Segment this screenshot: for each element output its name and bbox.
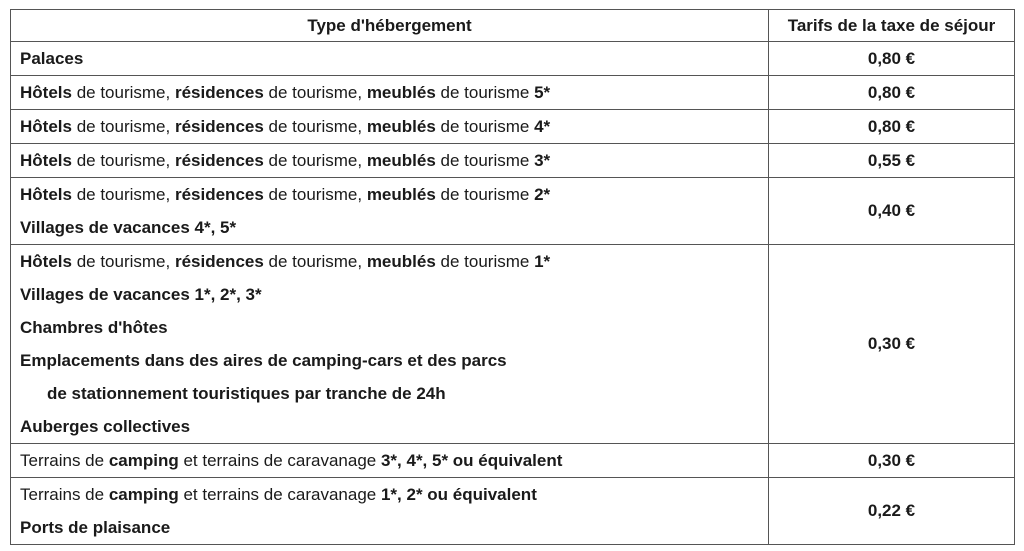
bold-text-segment: 4*: [534, 117, 551, 136]
accommodation-line: [20, 344, 759, 377]
text-segment: et terrains de caravanage: [178, 451, 381, 470]
accommodation-type-cell: [11, 42, 769, 76]
tax-rate-cell: 0,80 €: [769, 110, 1015, 144]
bold-text-segment: 3*, 4*, 5* ou équivalent: [380, 451, 563, 470]
accommodation-line: [20, 245, 759, 278]
accommodation-line: [20, 42, 759, 75]
text-segment: Terrains de: [20, 485, 109, 504]
bold-text-segment: Hôtels: [20, 83, 72, 102]
accommodation-type-cell: [11, 444, 769, 478]
bold-text-segment: Chambres d'hôtes: [20, 318, 168, 337]
bold-text-segment: meublés: [366, 151, 436, 170]
bold-text-segment: résidences: [174, 185, 264, 204]
text-segment: de tourisme,: [71, 185, 175, 204]
bold-text-segment: camping: [108, 451, 179, 470]
table-row: [11, 478, 1015, 545]
accommodation-type-cell: [11, 110, 769, 144]
accommodation-line: [20, 178, 759, 211]
bold-text-segment: 1*: [534, 252, 551, 271]
text-segment: de tourisme,: [263, 185, 367, 204]
tax-rates-table: [10, 9, 1015, 545]
tax-rate-cell: 0,40 €: [769, 178, 1015, 245]
accommodation-line: [20, 278, 759, 311]
text-segment: de tourisme: [435, 151, 535, 170]
text-segment: de tourisme,: [71, 252, 175, 271]
bold-text-segment: 1*, 2* ou équivalent: [380, 485, 537, 504]
text-segment: de tourisme,: [71, 151, 175, 170]
bold-text-segment: meublés: [366, 117, 436, 136]
bold-text-segment: Villages de vacances 1*, 2*, 3*: [20, 285, 262, 304]
header-row: [11, 10, 1015, 42]
text-segment: Terrains de: [20, 451, 109, 470]
accommodation-line: [20, 444, 759, 477]
text-segment: de tourisme,: [71, 83, 175, 102]
text-segment: de tourisme: [435, 83, 535, 102]
tax-rate-cell: 0,22 €: [769, 478, 1015, 545]
accommodation-line: [20, 311, 759, 344]
table-row: [11, 110, 1015, 144]
accommodation-line: [20, 110, 759, 143]
tax-rate-cell: 0,55 €: [769, 144, 1015, 178]
accommodation-line: [20, 511, 759, 544]
bold-text-segment: 5*: [534, 83, 551, 102]
bold-text-segment: résidences: [174, 151, 264, 170]
type-column-header: Type d'hébergement: [11, 10, 769, 42]
table-row: [11, 245, 1015, 444]
bold-text-segment: meublés: [366, 83, 436, 102]
bold-text-segment: 2*: [534, 185, 551, 204]
accommodation-type-cell: [11, 144, 769, 178]
bold-text-segment: Hôtels: [20, 151, 72, 170]
bold-text-segment: camping: [108, 485, 179, 504]
bold-text-segment: 3*: [534, 151, 551, 170]
tax-rate-cell: 0,30 €: [769, 444, 1015, 478]
bold-text-segment: meublés: [366, 252, 436, 271]
bold-text-segment: Auberges collectives: [20, 417, 191, 436]
tax-rate-cell: 0,80 €: [769, 42, 1015, 76]
text-segment: de tourisme,: [263, 83, 367, 102]
accommodation-line: [20, 410, 759, 443]
table-row: [11, 42, 1015, 76]
text-segment: de tourisme,: [263, 252, 367, 271]
table-body: [11, 42, 1015, 545]
bold-text-segment: Emplacements dans des aires de camping-cars et des parcs: [20, 351, 507, 370]
accommodation-type-cell: [11, 178, 769, 245]
accommodation-line: [20, 478, 759, 511]
rate-column-header: Tarifs de la taxe de séjour: [769, 10, 1015, 42]
table-row: [11, 144, 1015, 178]
bold-text-segment: de stationnement touristiques par tranche de 24h: [47, 384, 446, 403]
text-segment: de tourisme,: [263, 151, 367, 170]
bold-text-segment: Hôtels: [20, 185, 72, 204]
accommodation-type-cell: [11, 245, 769, 444]
bold-text-segment: Ports de plaisance: [20, 518, 171, 537]
table-row: [11, 178, 1015, 245]
accommodation-line: [20, 211, 759, 244]
bold-text-segment: résidences: [174, 117, 264, 136]
text-segment: de tourisme: [435, 117, 535, 136]
tax-rate-cell: 0,30 €: [769, 245, 1015, 444]
accommodation-line: [20, 144, 759, 177]
text-segment: de tourisme,: [263, 117, 367, 136]
accommodation-type-cell: [11, 478, 769, 545]
accommodation-line: [20, 377, 759, 410]
bold-text-segment: Hôtels: [20, 252, 72, 271]
accommodation-type-cell: [11, 76, 769, 110]
bold-text-segment: Palaces: [20, 49, 84, 68]
bold-text-segment: Villages de vacances 4*, 5*: [20, 218, 237, 237]
bold-text-segment: Hôtels: [20, 117, 72, 136]
bold-text-segment: meublés: [366, 185, 436, 204]
text-segment: de tourisme: [435, 252, 535, 271]
table-row: [11, 76, 1015, 110]
accommodation-line: [20, 76, 759, 109]
text-segment: et terrains de caravanage: [178, 485, 381, 504]
table-row: [11, 444, 1015, 478]
bold-text-segment: résidences: [174, 83, 264, 102]
bold-text-segment: résidences: [174, 252, 264, 271]
text-segment: de tourisme,: [71, 117, 175, 136]
text-segment: de tourisme: [435, 185, 535, 204]
tax-rate-cell: 0,80 €: [769, 76, 1015, 110]
